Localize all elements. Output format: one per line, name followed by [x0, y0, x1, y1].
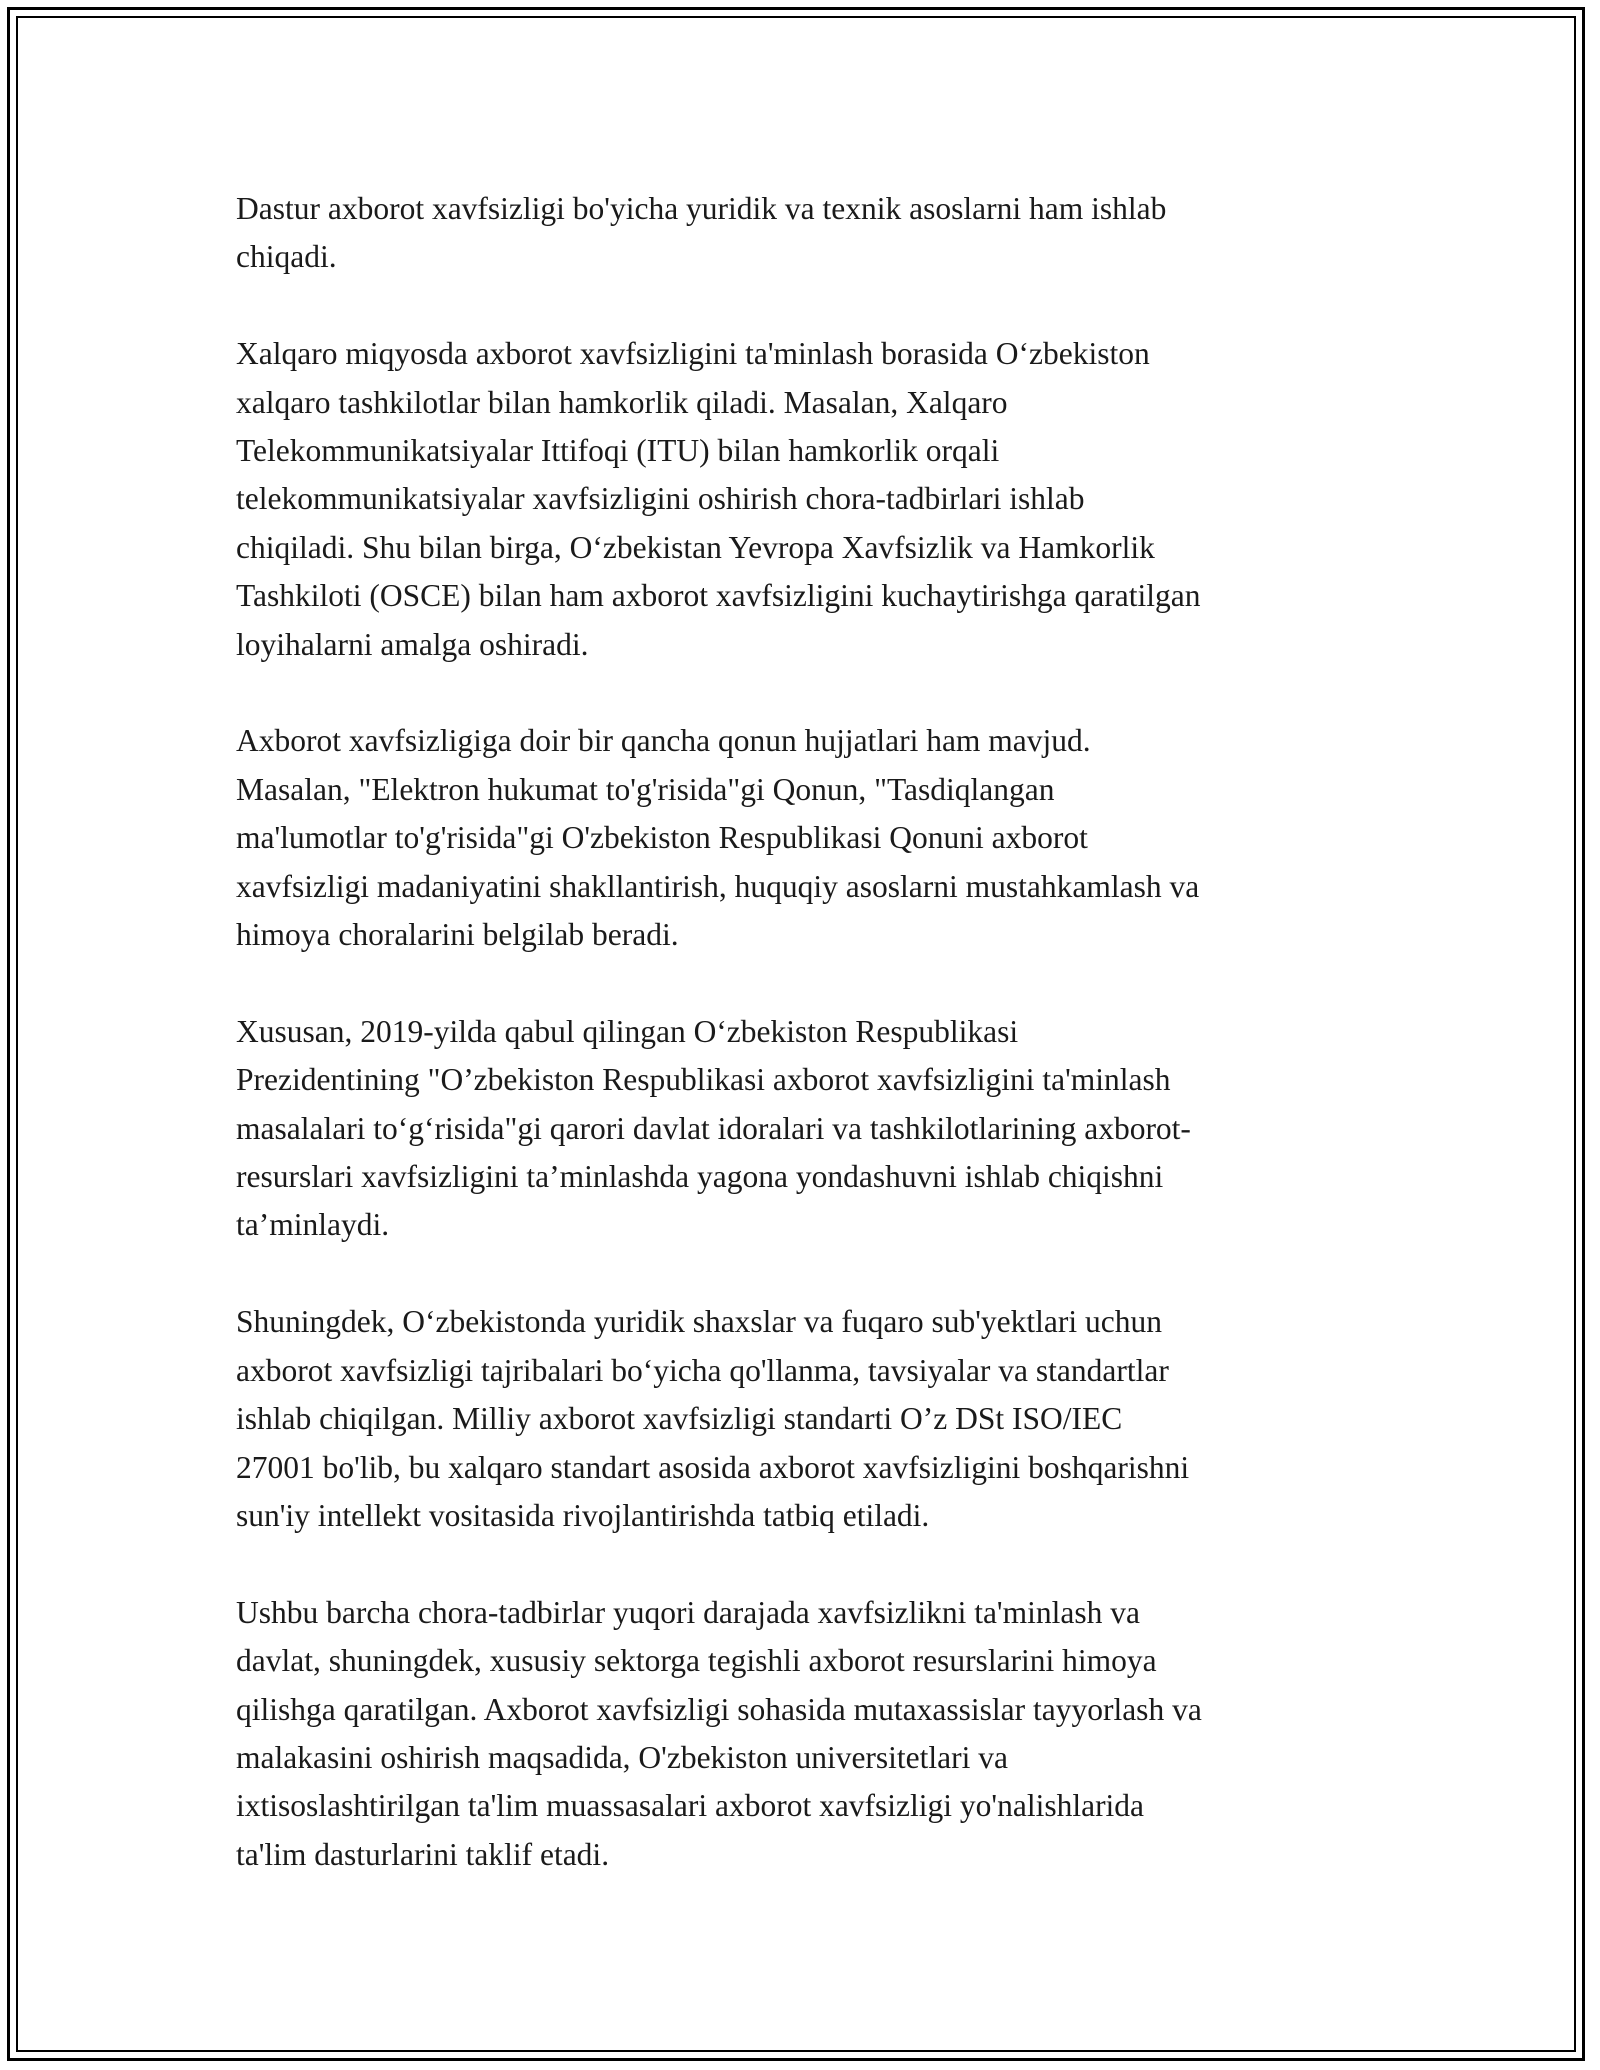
text-line: himoya choralarini belgilab beradi.	[236, 917, 679, 953]
text-line: xalqaro tashkilotlar bilan hamkorlik qiladi. Masalan, Xalqaro	[236, 384, 1008, 420]
text-line: ma'lumotlar to'g'risida"gi O'zbekiston Respublikasi Qonuni axborot	[236, 820, 1088, 856]
text-line: masalalari to‘g‘risida"gi qarori davlat idoralari va tashkilotlarining axborot-	[236, 1110, 1191, 1146]
text-line: qilishga qaratilgan. Axborot xavfsizligi sohasida mutaxassislar tayyorlash va	[236, 1691, 1202, 1727]
text-line: Ushbu barcha chora-tadbirlar yuqori darajada xavfsizlikni ta'minlash va	[236, 1594, 1140, 1630]
text-line: resurslari xavfsizligini ta’minlashda yagona yondashuvni ishlab chiqishni	[236, 1159, 1164, 1195]
text-line: Masalan, "Elektron hukumat to'g'risida"gi Qonun, "Tasdiqlangan	[236, 771, 1055, 807]
text-line: Axborot xavfsizligiga doir bir qancha qonun hujjatlari ham mavjud.	[236, 723, 1091, 759]
text-line: malakasini oshirish maqsadida, O'zbekiston universitetlari va	[236, 1739, 1008, 1775]
text-line: Tashkiloti (OSCE) bilan ham axborot xavfsizligini kuchaytirishga qaratilgan	[236, 578, 1201, 614]
text-line: ixtisoslashtirilgan ta'lim muassasalari axborot xavfsizligi yo'nalishlarida	[236, 1788, 1145, 1824]
paragraph-1	[236, 185, 1376, 282]
paragraph-5	[236, 1298, 1376, 1540]
text-line: Shuningdek, O‘zbekistonda yuridik shaxslar va fuqaro sub'yektlari uchun	[236, 1304, 1162, 1340]
paragraph-3	[236, 717, 1376, 959]
text-line: loyihalarni amalga oshiradi.	[236, 626, 589, 662]
text-line: xavfsizligi madaniyatini shakllantirish, huquqiy asoslarni mustahkamlash va	[236, 868, 1200, 904]
text-line: Prezidentining "O’zbekiston Respublikasi axborot xavfsizligini ta'minlash	[236, 1062, 1171, 1098]
text-line: sun'iy intellekt vositasida rivojlantirishda tatbiq etiladi.	[236, 1497, 930, 1533]
text-line: Telekommunikatsiyalar Ittifoqi (ITU) bilan hamkorlik orqali	[236, 433, 1000, 469]
text-line: chiqadi.	[236, 239, 337, 275]
text-line: ta'lim dasturlarini taklif etadi.	[236, 1836, 610, 1872]
text-line: Xalqaro miqyosda axborot xavfsizligini ta'minlash borasida O‘zbekiston	[236, 336, 1150, 372]
paragraph-4	[236, 1008, 1376, 1250]
paragraph-6	[236, 1589, 1376, 1879]
text-line: axborot xavfsizligi tajribalari bo‘yicha qo'llanma, tavsiyalar va standartlar	[236, 1352, 1169, 1388]
text-line: ta’minlaydi.	[236, 1207, 390, 1243]
text-line: telekommunikatsiyalar xavfsizligini oshirish chora-tadbirlari ishlab	[236, 481, 1085, 517]
text-line: ishlab chiqilgan. Milliy axborot xavfsizligi standarti O’z DSt ISO/IEC	[236, 1401, 1123, 1437]
text-line: Dastur axborot xavfsizligi bo'yicha yuridik va texnik asoslarni ham ishlab	[236, 191, 1167, 226]
text-line: 27001 bo'lib, bu xalqaro standart asosida axborot xavfsizligini boshqarishni	[236, 1449, 1190, 1485]
text-line: chiqiladi. Shu bilan birga, O‘zbekistan Yevropa Xavfsizlik va Hamkorlik	[236, 529, 1155, 565]
text-line: Xususan, 2019-yilda qabul qilingan O‘zbekiston Respublikasi	[236, 1013, 1019, 1049]
text-line: davlat, shuningdek, xususiy sektorga tegishli axborot resurslarini himoya	[236, 1643, 1157, 1679]
document-body	[236, 185, 1376, 1928]
paragraph-2	[236, 330, 1376, 669]
